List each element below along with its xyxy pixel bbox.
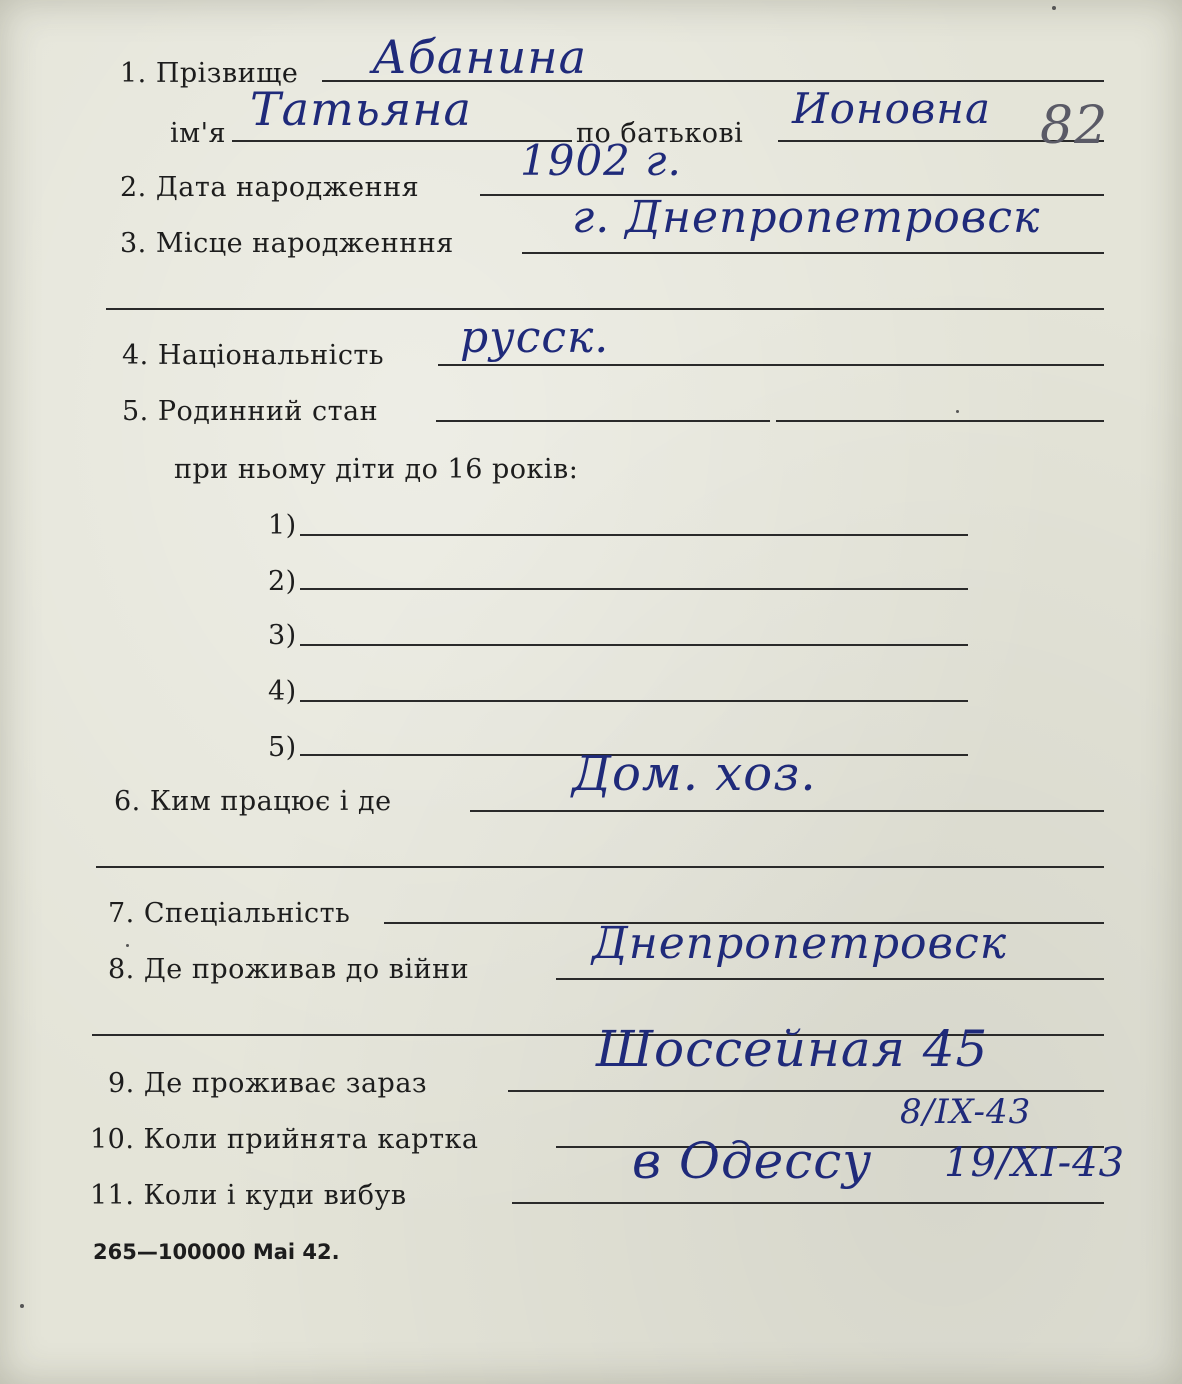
birth-date-entry: 1902 г. bbox=[520, 136, 682, 185]
specialty-label: 7. Спеціальність bbox=[108, 898, 351, 929]
birth-place-label: 3. Місце народженння bbox=[120, 228, 454, 259]
birth-place-line bbox=[522, 252, 1104, 254]
nationality-line bbox=[438, 364, 1104, 366]
departure-line bbox=[512, 1202, 1104, 1204]
surname-label: 1. Прізвище bbox=[120, 58, 299, 89]
marital-status-label: 5. Родинний стан bbox=[122, 396, 379, 427]
child-number-1: 1) bbox=[268, 510, 297, 541]
work-label: 6. Ким працює і де bbox=[114, 786, 392, 817]
child-number-4: 4) bbox=[268, 676, 297, 707]
children-label: при ньому діти до 16 років: bbox=[174, 454, 579, 485]
prewar-residence-entry: Днепропетровск bbox=[592, 918, 1008, 969]
departure-place-entry: в Одессу bbox=[632, 1132, 873, 1190]
child-number-5: 5) bbox=[268, 732, 297, 763]
child-number-2: 2) bbox=[268, 566, 297, 597]
card-accepted-entry: 8/IX-43 bbox=[900, 1092, 1032, 1132]
name-entry: Татьяна bbox=[250, 82, 472, 136]
current-residence-label: 9. Де проживає зараз bbox=[108, 1068, 428, 1099]
patronymic-entry: Ионовна bbox=[792, 84, 992, 133]
work-line bbox=[470, 810, 1104, 812]
birth-place-entry: г. Днепропетровск bbox=[572, 192, 1041, 243]
card-accepted-label: 10. Коли прийнята картка bbox=[90, 1124, 479, 1155]
surname-entry: Абанина bbox=[372, 30, 587, 84]
birth-place-line-2 bbox=[106, 308, 1104, 310]
paper-speck bbox=[20, 1304, 24, 1308]
prewar-residence-line bbox=[556, 978, 1104, 980]
marital-status-line-b bbox=[776, 420, 1104, 422]
departure-label: 11. Коли і куди вибув bbox=[90, 1180, 407, 1211]
print-code: 265—100000 Mai 42. bbox=[93, 1240, 340, 1264]
current-residence-entry: Шоссейная 45 bbox=[596, 1020, 989, 1078]
paper-speck bbox=[1052, 6, 1056, 10]
nationality-entry: русск. bbox=[460, 312, 610, 363]
child-line-3 bbox=[300, 644, 968, 646]
departure-date-entry: 19/XI-43 bbox=[944, 1140, 1126, 1186]
paper-speck bbox=[126, 944, 129, 947]
child-line-1 bbox=[300, 534, 968, 536]
prewar-residence-label: 8. Де проживав до війни bbox=[108, 954, 470, 985]
child-number-3: 3) bbox=[268, 620, 297, 651]
paper-speck bbox=[956, 410, 959, 413]
work-entry: Дом. хоз. bbox=[572, 746, 817, 802]
name-label: ім'я bbox=[170, 118, 227, 149]
child-line-4 bbox=[300, 700, 968, 702]
marital-status-line-a bbox=[436, 420, 770, 422]
margin-note: 82 bbox=[1040, 96, 1109, 156]
patronymic-label: по батькові bbox=[576, 118, 744, 149]
birth-date-label: 2. Дата народження bbox=[120, 172, 420, 203]
child-line-2 bbox=[300, 588, 968, 590]
work-line-2 bbox=[96, 866, 1104, 868]
nationality-label: 4. Національність bbox=[122, 340, 385, 371]
